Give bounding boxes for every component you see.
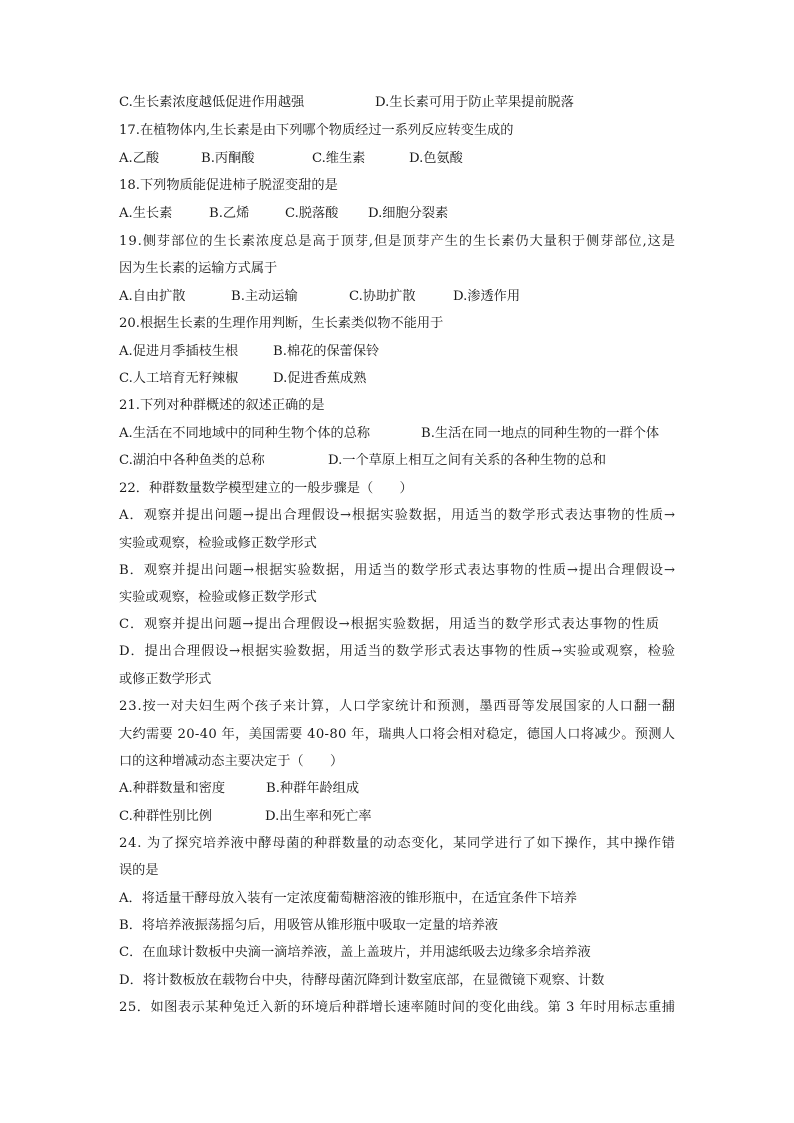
line-text: A．将适量干酵母放入装有一定浓度葡萄糖溶液的锥形瓶中，在适宜条件下培养: [119, 891, 577, 906]
text-line: [119, 122, 679, 140]
option-text: B.种群年龄组成: [266, 781, 360, 796]
text-line: [119, 780, 679, 798]
line-text: A.自由扩散: [119, 289, 186, 304]
option-text: D.色氨酸: [409, 151, 463, 166]
line-text: B．将培养液振荡摇匀后，用吸管从锥形瓶中吸取一定量的培养液: [119, 918, 498, 933]
text-line: [119, 726, 679, 744]
line-text: 误的是: [119, 863, 159, 878]
text-line: [119, 944, 679, 962]
line-text: A.生长素: [119, 206, 173, 221]
line-text: A.乙酸: [119, 151, 160, 166]
text-line: [119, 507, 679, 525]
text-line: [119, 589, 679, 607]
text-line: [119, 94, 679, 112]
line-text: C.生长素浓度越低促进作用越强: [119, 95, 305, 110]
line-text: 大约需要 20-40 年，美国需要 40-80 年，瑞典人口将会相对稳定，德国人口将减少。预测人: [119, 727, 676, 742]
line-text: A.促进月季插枝生根: [119, 344, 239, 359]
line-text: 或修正数学形式: [119, 672, 212, 687]
line-text: 实验或观察，检验或修正数学形式: [119, 590, 317, 605]
line-text: A.生活在不同地域中的同种生物个体的总称: [119, 426, 371, 441]
line-text: 口的这种增减动态主要决定于（ ）: [119, 754, 344, 769]
line-text: C.人工培育无籽辣椒: [119, 371, 239, 386]
text-line: [119, 917, 679, 935]
text-line: [119, 698, 679, 716]
line-text: 21.下列对种群概述的叙述正确的是: [119, 398, 325, 413]
text-line: [119, 205, 679, 223]
text-line: [119, 260, 679, 278]
option-text: D.促进香蕉成熟: [273, 371, 367, 386]
line-text: C．观察并提出问题→提出合理假设→根据实验数据，用适当的数学形式表达事物的性质: [119, 617, 660, 632]
line-text: 22．种群数量数学模型建立的一般步骤是（ ）: [119, 481, 413, 496]
option-text: B.棉花的保蕾保铃: [273, 344, 380, 359]
line-text: D．提出合理假设→根据实验数据，用适当的数学形式表达事物的性质→实验或观察，检验: [119, 644, 676, 659]
text-line: [119, 562, 679, 580]
line-text: C.湖泊中各种鱼类的总称: [119, 453, 265, 468]
text-line: [119, 452, 679, 470]
text-line: [119, 616, 679, 634]
text-line: [119, 288, 679, 306]
text-line: [119, 535, 679, 553]
text-line: [119, 370, 679, 388]
line-text: D．将计数板放在载物台中央，待酵母菌沉降到计数室底部，在显微镜下观察、计数: [119, 973, 605, 988]
option-text: B.主动运输: [231, 289, 298, 304]
line-text: 25．如图表示某种兔迁入新的环境后种群增长速率随时间的变化曲线。第 3 年时用标志重捕: [119, 1000, 676, 1015]
option-text: C.协助扩散: [349, 289, 416, 304]
text-line: [119, 315, 679, 333]
option-text: C.脱落酸: [285, 206, 339, 221]
line-text: 因为生长素的运输方式属于: [119, 261, 278, 276]
line-text: 17.在植物体内,生长素是由下列哪个物质经过一系列反应转变生成的: [119, 123, 514, 138]
text-line: [119, 425, 679, 443]
text-line: [119, 643, 679, 661]
line-text: B．观察并提出问题→根据实验数据，用适当的数学形式表达事物的性质→提出合理假设→: [119, 563, 676, 578]
line-text: 20.根据生长素的生理作用判断，生长素类似物不能用于: [119, 316, 444, 331]
text-line: [119, 397, 679, 415]
line-text: 实验或观察，检验或修正数学形式: [119, 536, 317, 551]
line-text: C.种群性别比例: [119, 809, 212, 824]
line-text: A.种群数量和密度: [119, 781, 226, 796]
text-line: [119, 177, 679, 195]
line-text: 18.下列物质能促进柿子脱涩变甜的是: [119, 178, 338, 193]
option-text: B.丙酮酸: [201, 151, 255, 166]
option-text: B.乙烯: [209, 206, 250, 221]
text-line: [119, 753, 679, 771]
text-line: [119, 862, 679, 880]
option-text: D.细胞分裂素: [368, 206, 449, 221]
text-line: [119, 999, 679, 1017]
text-line: [119, 233, 679, 251]
option-text: D.一个草原上相互之间有关系的各种生物的总和: [328, 453, 607, 468]
line-text: 23.按一对夫妇生两个孩子来计算，人口学家统计和预测，墨西哥等发展国家的人口翻一翻: [119, 699, 676, 714]
text-line: [119, 480, 679, 498]
text-line: [119, 972, 679, 990]
text-line: [119, 150, 679, 168]
line-text: A．观察并提出问题→提出合理假设→根据实验数据，用适当的数学形式表达事物的性质→: [119, 508, 676, 523]
text-line: [119, 890, 679, 908]
option-text: D.渗透作用: [453, 289, 521, 304]
option-text: C.维生素: [312, 151, 366, 166]
option-text: B.生活在同一地点的同种生物的一群个体: [421, 426, 660, 441]
text-line: [119, 835, 679, 853]
line-text: 19.侧芽部位的生长素浓度总是高于顶芽,但是顶芽产生的生长素仍大量积于侧芽部位,这是: [119, 234, 676, 249]
text-line: [119, 808, 679, 826]
line-text: C．在血球计数板中央滴一滴培养液，盖上盖玻片，并用滤纸吸去边缘多余培养液: [119, 945, 591, 960]
option-text: D.生长素可用于防止苹果提前脱落: [375, 95, 574, 110]
line-text: 24. 为了探究培养液中酵母菌的种群数量的动态变化，某同学进行了如下操作，其中操作错: [119, 836, 676, 851]
option-text: D.出生率和死亡率: [265, 809, 372, 824]
text-line: [119, 671, 679, 689]
text-line: [119, 343, 679, 361]
